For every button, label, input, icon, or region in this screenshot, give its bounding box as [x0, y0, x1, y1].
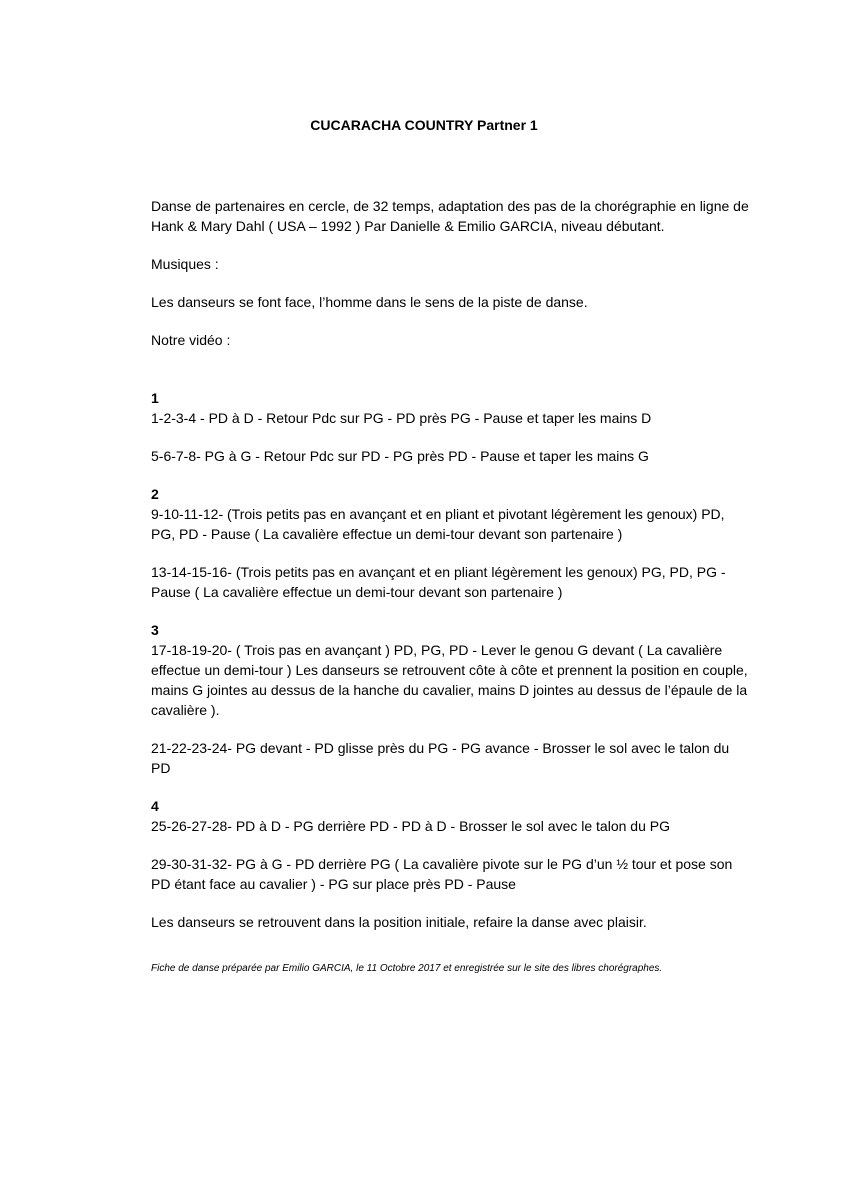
section-2: [151, 484, 751, 602]
section-number: 2: [151, 486, 159, 502]
spacer: [151, 368, 751, 388]
section-1: [151, 388, 751, 466]
footer-note: Fiche de danse préparée par Emilio GARCIA, le 11 Octobre 2017 et enregistrée sur le site des libres chorégraphes.: [151, 963, 663, 974]
position-paragraph: Les danseurs se font face, l’homme dans le sens de la piste de danse.: [151, 294, 588, 310]
step-paragraph: 17-18-19-20- ( Trois pas en avançant ) PD, PG, PD - Lever le genou G devant ( La cavalière effectue un demi-tour ) Les danseurs se retrouvent côte à côte et prennent la position en couple, mains G jointes au dessus de la hanche du cavalier, mains D jointes au dessus de l’épaule de la cavalière ).: [151, 642, 748, 718]
section-number: 1: [151, 390, 159, 406]
step-paragraph: 29-30-31-32- PG à G - PD derrière PG ( La cavalière pivote sur le PG d’un ½ tour et pose son PD étant face au cavalier ) - PG sur place près PD - Pause: [151, 856, 733, 892]
step-paragraph: 13-14-15-16- (Trois petits pas en avançant et en pliant légèrement les genoux) PG, PD, PG - Pause ( La cavalière effectue un demi-tour devant son partenaire ): [151, 564, 726, 600]
step-paragraph: 25-26-27-28- PD à D - PG derrière PD - PD à D - Brosser le sol avec le talon du PG: [151, 818, 670, 834]
step-paragraph: 1-2-3-4 - PD à D - Retour Pdc sur PG - PD près PG - Pause et taper les mains D: [151, 410, 652, 426]
intro-paragraph: Danse de partenaires en cercle, de 32 temps, adaptation des pas de la chorégraphie en ligne de Hank & Mary Dahl ( USA – 1992 ) Par Danielle & Emilio GARCIA, niveau débutant.: [151, 198, 749, 234]
step-paragraph: 21-22-23-24- PG devant - PD glisse près du PG - PG avance - Brosser le sol avec le talon du PD: [151, 740, 730, 776]
section-number: 4: [151, 798, 159, 814]
section-4: [151, 796, 751, 894]
step-paragraph: 9-10-11-12- (Trois petits pas en avançant et en pliant et pivotant légèrement les genoux) PD, PG, PD - Pause ( La cavalière effectue un demi-tour devant son partenaire ): [151, 506, 725, 542]
step-paragraph: 5-6-7-8- PG à G - Retour Pdc sur PD - PG près PD - Pause et taper les mains G: [151, 448, 649, 464]
document-title: CUCARACHA COUNTRY Partner 1: [310, 117, 538, 133]
section-3: [151, 620, 751, 778]
video-label: Notre vidéo :: [151, 332, 231, 348]
music-label: Musiques :: [151, 256, 219, 272]
section-number: 3: [151, 622, 159, 638]
closing-paragraph: Les danseurs se retrouvent dans la position initiale, refaire la danse avec plaisir.: [151, 914, 647, 930]
document-body: [151, 196, 751, 994]
